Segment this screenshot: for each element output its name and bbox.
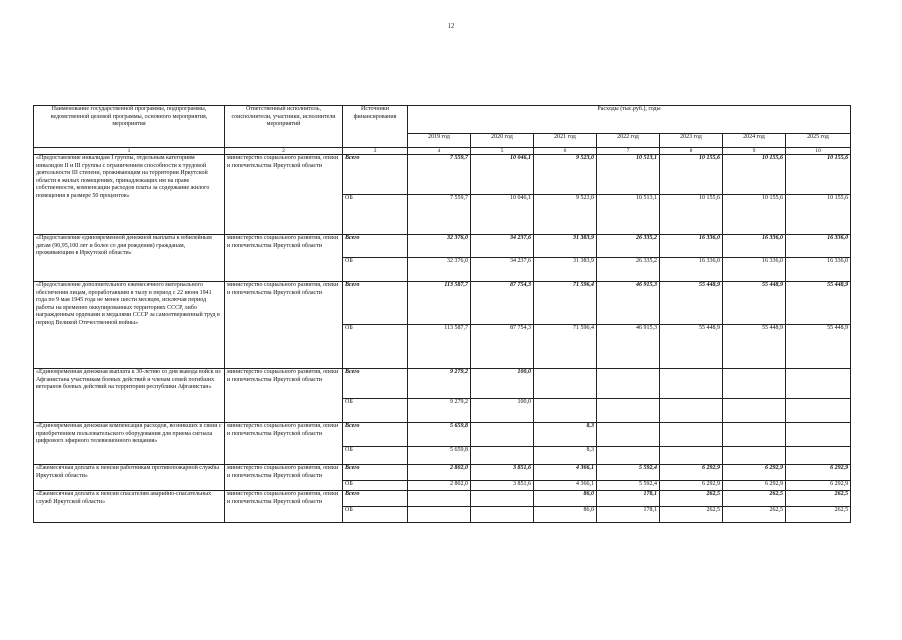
column-number: 6	[534, 148, 597, 155]
program-name: «Единовременная денежная компенсация расходов, возникших в связи с приобретением пользовательского оборудования для приема сигнала цифрового эфирного телевизионного вещания»	[34, 423, 225, 465]
amount-source	[534, 399, 597, 423]
header-year: 2022 год	[597, 134, 660, 148]
amount-source: 113 587,7	[408, 325, 471, 369]
table-row-total	[34, 423, 851, 447]
source-label: ОБ	[343, 507, 408, 523]
amount-source	[723, 399, 786, 423]
source-total-label: Всего	[343, 155, 408, 195]
source-label: ОБ	[343, 325, 408, 369]
amount-total	[471, 491, 534, 507]
amount-total: 10 155,6	[660, 155, 723, 195]
amount-total: 55 448,9	[660, 282, 723, 325]
amount-source: 100,0	[471, 399, 534, 423]
amount-source: 3 851,6	[471, 481, 534, 491]
amount-source: 178,1	[597, 507, 660, 523]
amount-source: 55 448,9	[723, 325, 786, 369]
header-expenses: Расходы (тыс.руб.), годы	[408, 106, 851, 134]
amount-source: 86,0	[534, 507, 597, 523]
amount-source: 55 448,9	[786, 325, 851, 369]
amount-total	[660, 369, 723, 399]
amount-total: 4 366,1	[534, 465, 597, 481]
amount-source: 5 659,8	[408, 447, 471, 465]
header-year: 2023 год	[660, 134, 723, 148]
amount-total: 34 237,6	[471, 235, 534, 258]
amount-source: 46 915,3	[597, 325, 660, 369]
amount-source: 10 155,6	[723, 195, 786, 235]
executor-name: министерство социального развития, опеки и попечительства Иркутской области	[225, 235, 343, 282]
source-total-label: Всего	[343, 282, 408, 325]
amount-source	[786, 447, 851, 465]
amount-total	[597, 423, 660, 447]
amount-source: 10 155,6	[786, 195, 851, 235]
header-year: 2020 год	[471, 134, 534, 148]
executor-name: министерство социального развития, опеки и попечительства Иркутской области	[225, 155, 343, 235]
amount-total: 5 659,8	[408, 423, 471, 447]
amount-source: 10 513,1	[597, 195, 660, 235]
amount-total: 262,5	[723, 491, 786, 507]
amount-source: 16 336,0	[660, 258, 723, 282]
table-row-total	[34, 235, 851, 258]
amount-total	[723, 369, 786, 399]
amount-source: 262,5	[723, 507, 786, 523]
source-label: ОБ	[343, 195, 408, 235]
source-label: ОБ	[343, 481, 408, 491]
amount-source: 32 376,0	[408, 258, 471, 282]
amount-total: 113 587,7	[408, 282, 471, 325]
amount-source: 262,5	[786, 507, 851, 523]
table-row-total	[34, 282, 851, 325]
amount-source: 6 292,9	[660, 481, 723, 491]
program-name: «Ежемесячная доплата к пенсии работникам противопожарной службы Иркутской области»	[34, 465, 225, 491]
amount-total: 26 335,2	[597, 235, 660, 258]
amount-source: 9 523,0	[534, 195, 597, 235]
table-row-total	[34, 491, 851, 507]
amount-total: 6 292,9	[786, 465, 851, 481]
amount-source	[471, 507, 534, 523]
amount-total	[534, 369, 597, 399]
source-label: ОБ	[343, 399, 408, 423]
program-name: «Предоставление единовременной денежной выплаты к юбилейным датам (90,95,100 лет и более со дня рождения) гражданам, проживающим в Иркутской области»	[34, 235, 225, 282]
amount-total: 55 448,9	[786, 282, 851, 325]
amount-source	[408, 507, 471, 523]
executor-name: министерство социального развития, опеки и попечительства Иркутской области	[225, 491, 343, 523]
column-number: 5	[471, 148, 534, 155]
column-number: 10	[786, 148, 851, 155]
amount-total	[660, 423, 723, 447]
amount-total: 10 513,1	[597, 155, 660, 195]
header-sources: Источники финансирования	[343, 106, 408, 148]
amount-total: 46 915,3	[597, 282, 660, 325]
amount-total: 87 754,3	[471, 282, 534, 325]
amount-total	[471, 423, 534, 447]
amount-total: 100,0	[471, 369, 534, 399]
amount-total: 31 383,9	[534, 235, 597, 258]
table-row-total	[34, 155, 851, 195]
amount-source: 9 279,2	[408, 399, 471, 423]
amount-total: 16 336,0	[660, 235, 723, 258]
amount-total: 16 336,0	[786, 235, 851, 258]
amount-source	[660, 399, 723, 423]
amount-source: 262,5	[660, 507, 723, 523]
amount-source: 4 366,1	[534, 481, 597, 491]
amount-total: 9 279,2	[408, 369, 471, 399]
amount-total	[408, 491, 471, 507]
amount-source: 71 596,4	[534, 325, 597, 369]
amount-total	[786, 369, 851, 399]
amount-source: 10 155,6	[660, 195, 723, 235]
executor-name: министерство социального развития, опеки и попечительства Иркутской области	[225, 423, 343, 465]
column-number: 3	[343, 148, 408, 155]
amount-source: 87 754,3	[471, 325, 534, 369]
amount-total: 7 559,7	[408, 155, 471, 195]
amount-source: 31 383,9	[534, 258, 597, 282]
source-total-label: Всего	[343, 491, 408, 507]
amount-total: 71 596,4	[534, 282, 597, 325]
amount-total: 178,1	[597, 491, 660, 507]
amount-total: 262,5	[660, 491, 723, 507]
amount-source: 8,3	[534, 447, 597, 465]
column-number: 1	[34, 148, 225, 155]
header-year: 2019 год	[408, 134, 471, 148]
source-total-label: Всего	[343, 369, 408, 399]
amount-source: 10 046,1	[471, 195, 534, 235]
amount-source: 26 335,2	[597, 258, 660, 282]
amount-source: 6 292,9	[786, 481, 851, 491]
amount-source: 16 336,0	[723, 258, 786, 282]
source-label: ОБ	[343, 258, 408, 282]
amount-source: 55 448,9	[660, 325, 723, 369]
amount-total	[786, 423, 851, 447]
program-name: «Ежемесячная доплата к пенсии спасателям аварийно-спасательных служб Иркутской области»	[34, 491, 225, 523]
amount-source	[723, 447, 786, 465]
table-body	[34, 155, 851, 523]
budget-table	[33, 105, 851, 523]
amount-total: 8,3	[534, 423, 597, 447]
source-total-label: Всего	[343, 235, 408, 258]
source-total-label: Всего	[343, 423, 408, 447]
column-number: 9	[723, 148, 786, 155]
executor-name: министерство социального развития, опеки и попечительства Иркутской области	[225, 282, 343, 369]
amount-source: 16 336,0	[786, 258, 851, 282]
amount-source	[597, 447, 660, 465]
column-number: 8	[660, 148, 723, 155]
amount-total: 2 802,0	[408, 465, 471, 481]
amount-source: 7 559,7	[408, 195, 471, 235]
program-name: «Предоставление инвалидам I группы, отдельным категориям инвалидов II и III группы с ограничением способности к трудовой деятельности III степени, проживающим на территории Иркутской области в жилых помещениях, принадлежащих им на праве собственности, компенсации расходов платы за содержание жилого помещения в размере 50 процентов»	[34, 155, 225, 235]
executor-name: министерство социального развития, опеки и попечительства Иркутской области	[225, 369, 343, 423]
executor-name: министерство социального развития, опеки и попечительства Иркутской области	[225, 465, 343, 491]
amount-total: 10 155,6	[786, 155, 851, 195]
amount-source	[786, 399, 851, 423]
amount-total: 3 851,6	[471, 465, 534, 481]
column-number: 4	[408, 148, 471, 155]
amount-source: 6 292,9	[723, 481, 786, 491]
amount-total	[723, 423, 786, 447]
amount-source: 34 237,6	[471, 258, 534, 282]
header-executor: Ответственный исполнитель, соисполнители, участники, исполнители мероприятий	[225, 106, 343, 148]
source-total-label: Всего	[343, 465, 408, 481]
amount-total: 55 448,9	[723, 282, 786, 325]
header-year: 2024 год	[723, 134, 786, 148]
header-program: Наименование государственной программы, подпрограммы, ведомственной целевой программы, основного мероприятия, мероприятия	[34, 106, 225, 148]
header-year: 2025 год	[786, 134, 851, 148]
amount-source	[660, 447, 723, 465]
source-label: ОБ	[343, 447, 408, 465]
table-row-total	[34, 465, 851, 481]
amount-total: 86,0	[534, 491, 597, 507]
header-year: 2021 год	[534, 134, 597, 148]
amount-total: 262,5	[786, 491, 851, 507]
page-number: 12	[447, 22, 455, 30]
amount-total: 6 292,9	[660, 465, 723, 481]
amount-total: 5 592,4	[597, 465, 660, 481]
amount-total: 10 046,1	[471, 155, 534, 195]
amount-total: 9 523,0	[534, 155, 597, 195]
column-number: 7	[597, 148, 660, 155]
amount-total: 6 292,9	[723, 465, 786, 481]
amount-source	[597, 399, 660, 423]
amount-total: 32 376,0	[408, 235, 471, 258]
amount-source	[471, 447, 534, 465]
amount-source: 2 802,0	[408, 481, 471, 491]
program-name: «Единовременная денежная выплата к 30-летию со дня вывода войск из Афганистана участникам боевых действий и членам семей погибших ветеранов боевых действий на территории республики Афганистан»	[34, 369, 225, 423]
amount-total: 16 336,0	[723, 235, 786, 258]
amount-source: 5 592,4	[597, 481, 660, 491]
column-number: 2	[225, 148, 343, 155]
table-row-total	[34, 369, 851, 399]
amount-total: 10 155,6	[723, 155, 786, 195]
amount-total	[597, 369, 660, 399]
program-name: «Предоставление дополнительного ежемесячного материального обеспечения лицам, проработавшим в тылу в период с 22 июня 1941 года по 9 мая 1945 года не менее шести месяцев, исключая период работы на временно оккупированных территориях СССР, либо награжденным орденами и медалями СССР за самоотверженный труд в период Великой Отечественной войны»	[34, 282, 225, 369]
